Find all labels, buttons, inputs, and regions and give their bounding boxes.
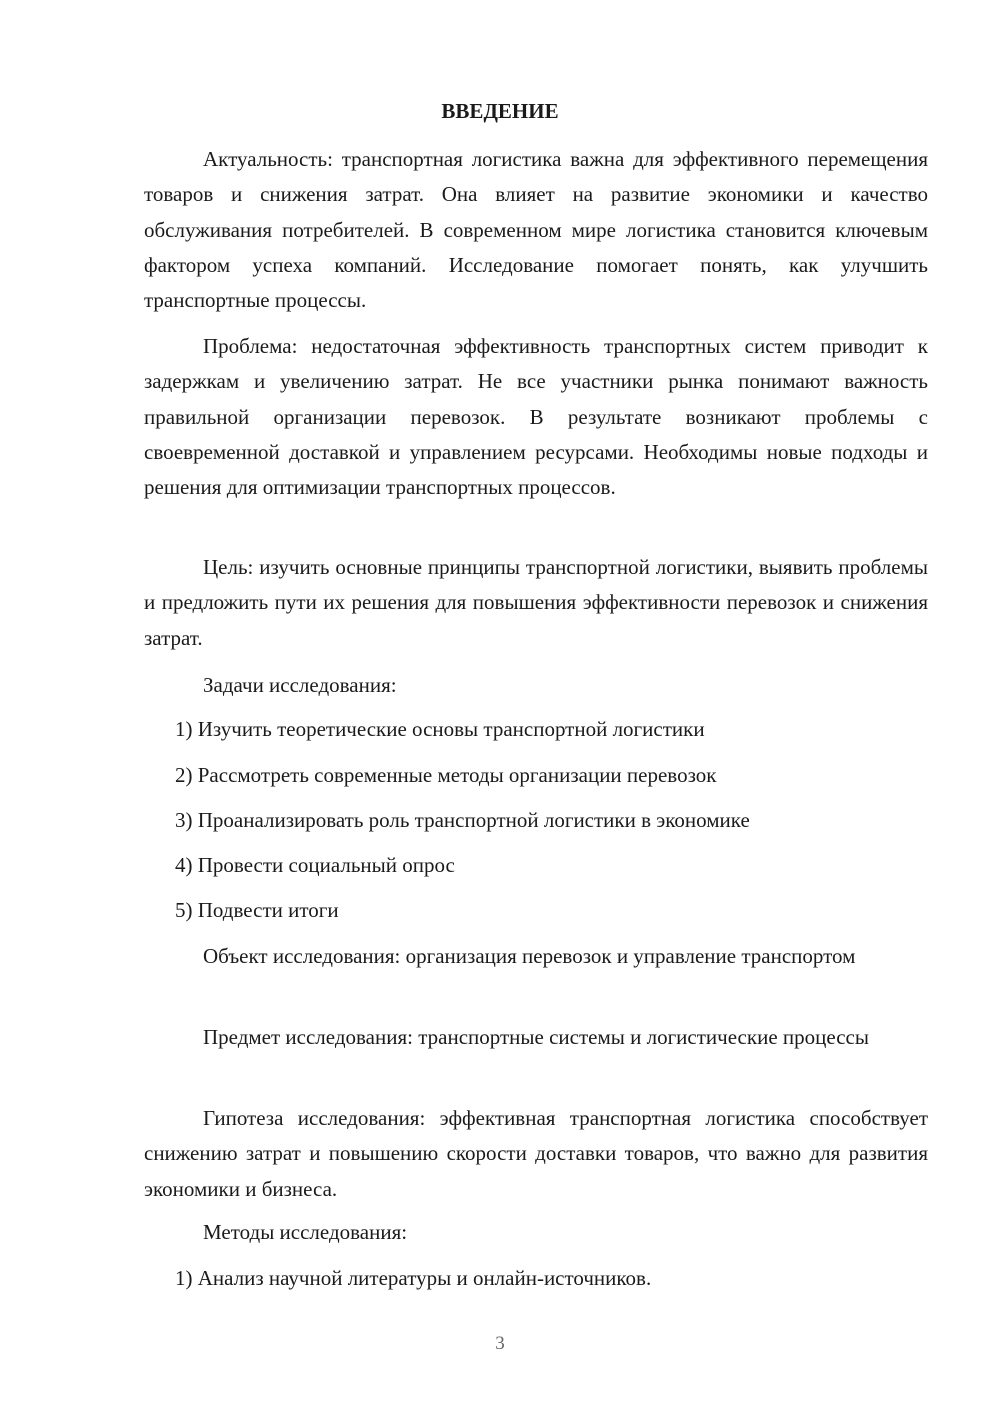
page-number: 3 — [495, 1333, 505, 1354]
tasks-heading: Задачи исследования: — [203, 673, 397, 697]
task-item: 2) Рассмотреть современные методы организации перевозок — [175, 763, 717, 787]
page-title: ВВЕДЕНИЕ — [441, 99, 559, 123]
methods-heading: Методы исследования: — [203, 1220, 408, 1244]
relevance-paragraph: Актуальность: транспортная логистика важна для эффективного перемещения товаров и снижения затрат. Она влияет на развитие экономики и качество обслуживания потребителей. В современном мире логистика становится ключевым фактором успеха компаний. Исследование помогает понять, как улучшить транспортные процессы. — [144, 147, 928, 313]
hypothesis-paragraph: Гипотеза исследования: эффективная транспортная логистика способствует снижению затрат и повышению скорости доставки товаров, что важно для развития экономики и бизнеса. — [144, 1106, 928, 1201]
object-paragraph: Объект исследования: организация перевозок и управление транспортом — [203, 944, 856, 968]
task-item: 1) Изучить теоретические основы транспортной логистики — [175, 717, 705, 741]
task-item: 4) Провести социальный опрос — [175, 853, 455, 877]
task-item: 5) Подвести итоги — [175, 898, 339, 922]
task-item: 3) Проанализировать роль транспортной логистики в экономике — [175, 808, 750, 832]
goal-paragraph: Цель: изучить основные принципы транспортной логистики, выявить проблемы и предложить пути их решения для повышения эффективности перевозок и снижения затрат. — [144, 555, 928, 650]
method-item: 1) Анализ научной литературы и онлайн-источников. — [175, 1266, 652, 1290]
subject-paragraph: Предмет исследования: транспортные системы и логистические процессы — [203, 1025, 869, 1049]
problem-paragraph: Проблема: недостаточная эффективность транспортных систем приводит к задержкам и увеличению затрат. Не все участники рынка понимают важность правильной организации перевозок. В результате возникают проблемы с своевременной доставкой и управлением ресурсами. Необходимы новые подходы и решения для оптимизации транспортных процессов. — [144, 334, 928, 500]
